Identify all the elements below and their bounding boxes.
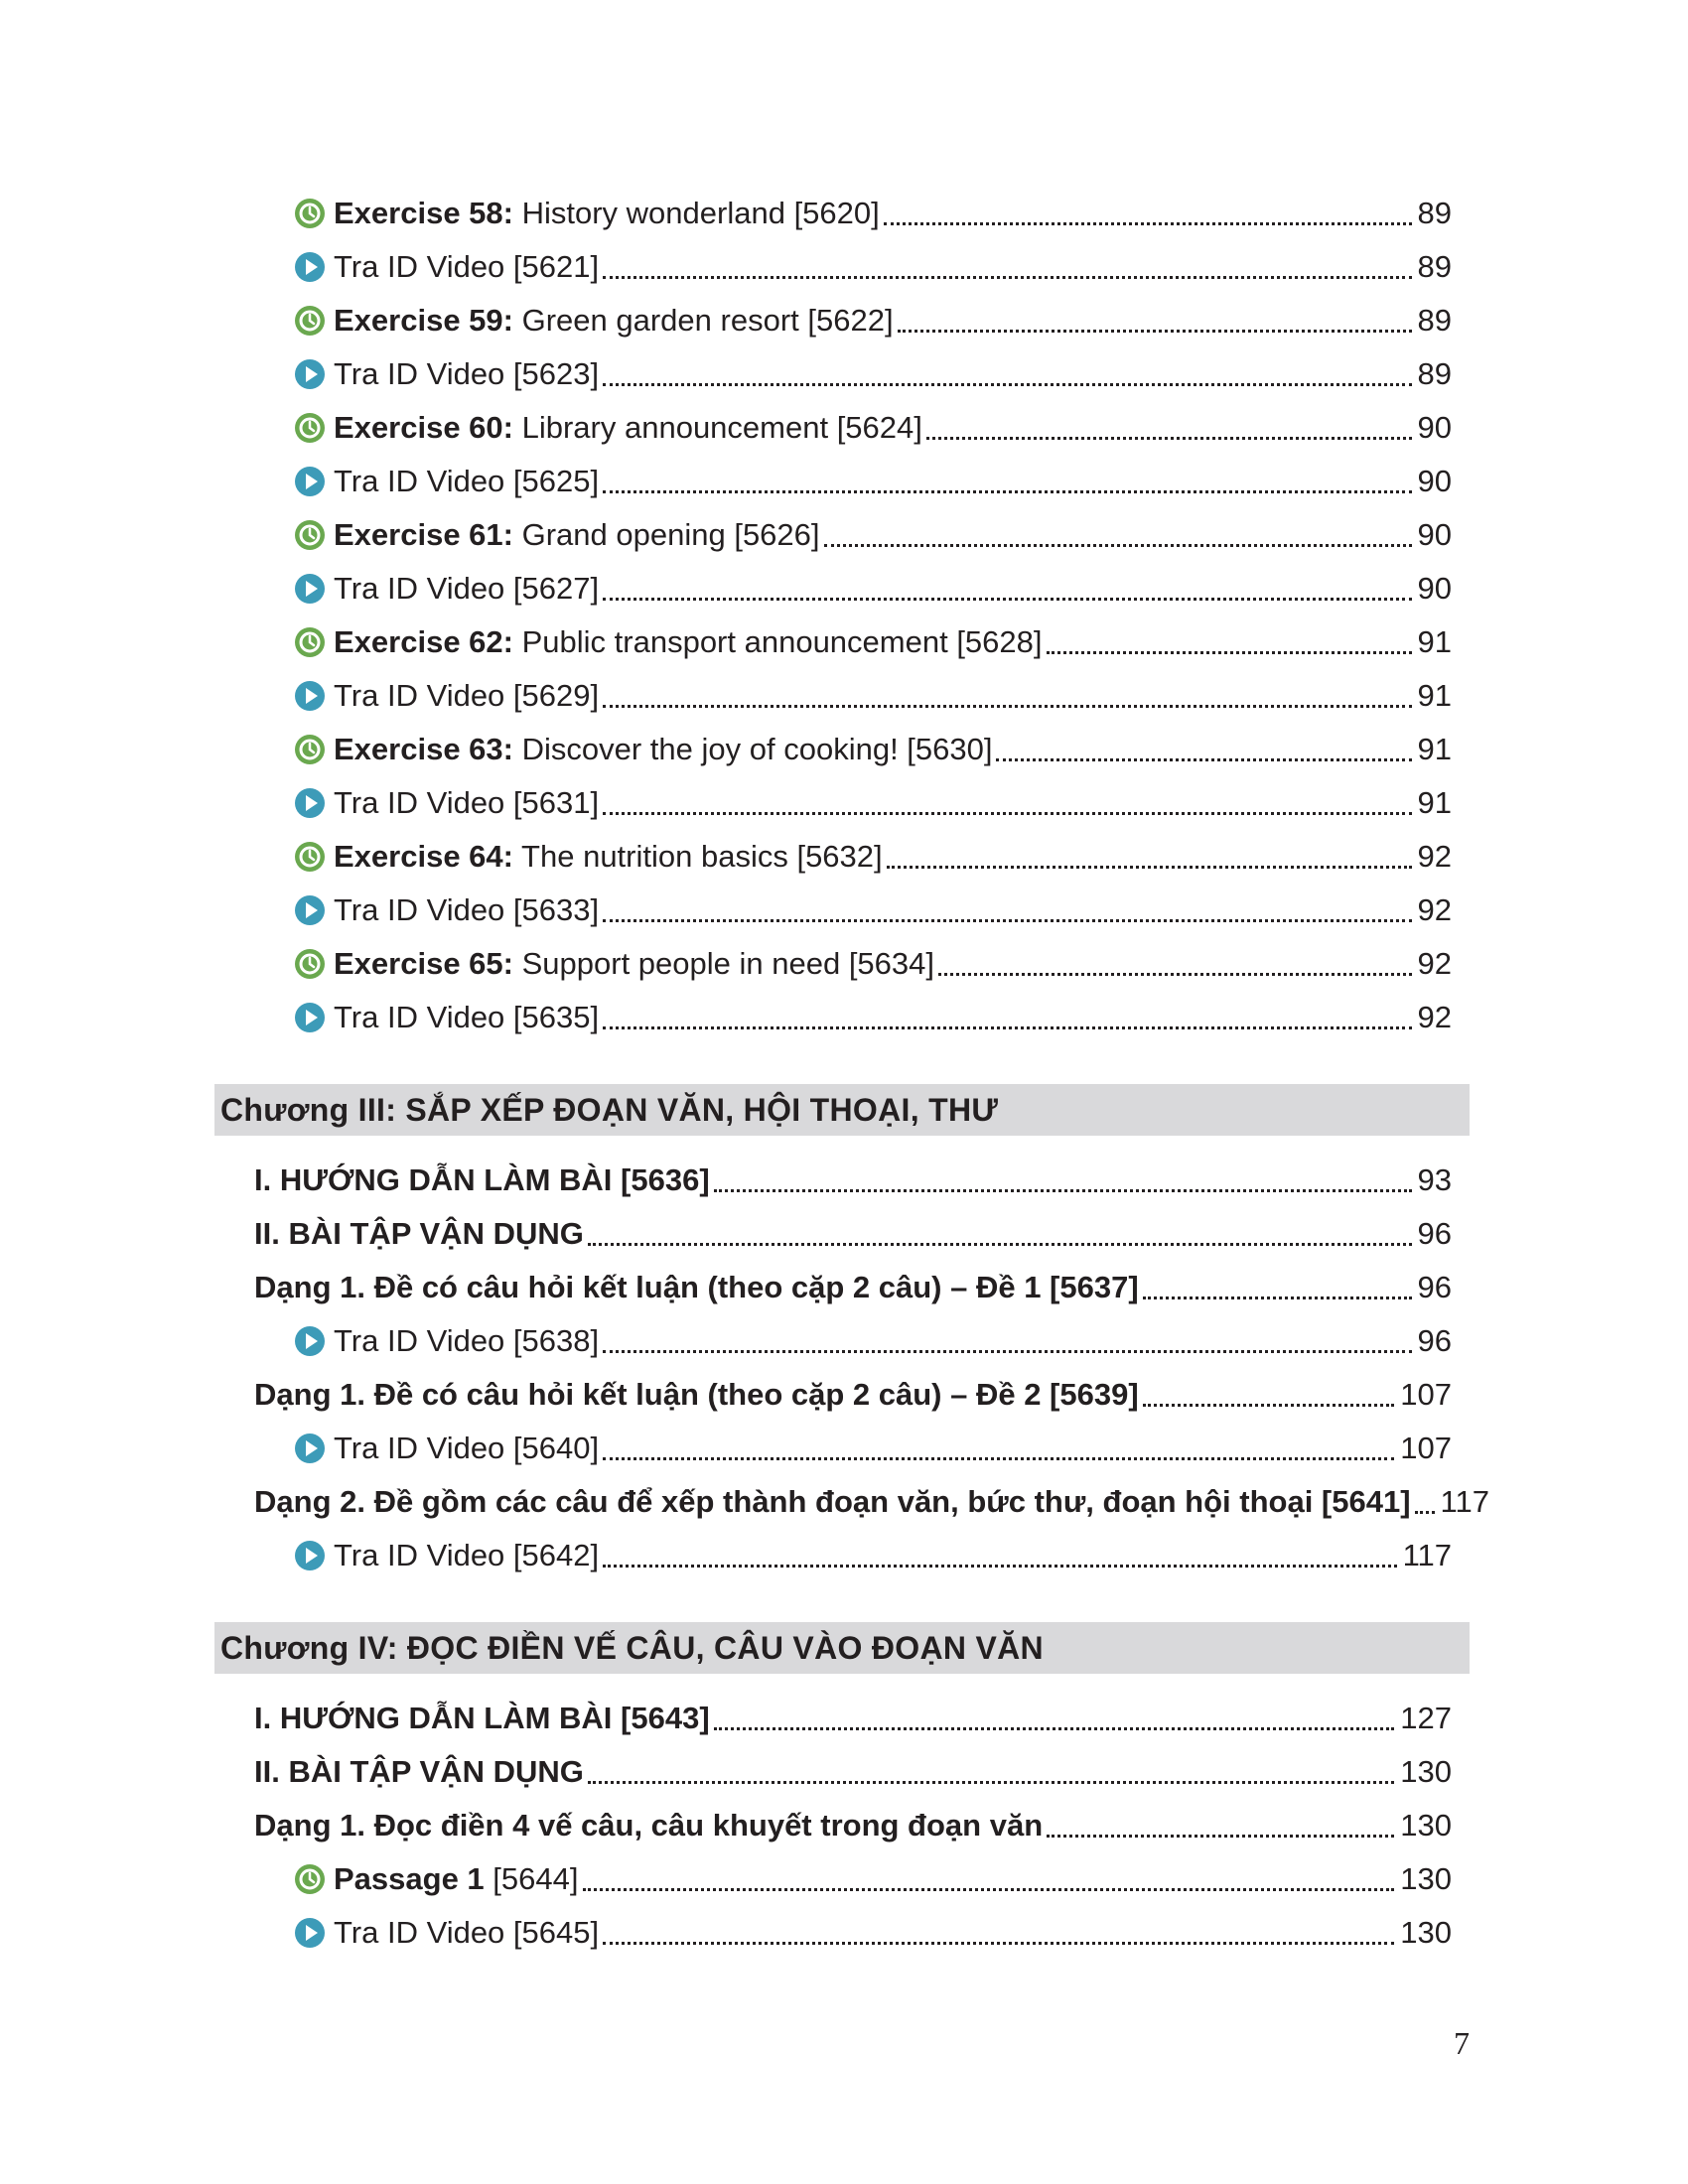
dot-leader xyxy=(714,1727,1395,1730)
toc-entry-text: Discover the joy of cooking! [5630] xyxy=(521,732,993,766)
chapter-heading xyxy=(214,1084,1470,1136)
toc-entry-title xyxy=(334,196,884,231)
toc-entry-video[interactable] xyxy=(292,1529,1452,1582)
chapter-heading xyxy=(214,1622,1470,1674)
toc-entry-label: Exercise 62: xyxy=(334,624,513,659)
toc-page-number: 117 xyxy=(1440,1484,1489,1519)
dot-leader xyxy=(887,866,1412,869)
toc-entry-title xyxy=(334,410,926,446)
toc-entry-heading[interactable] xyxy=(254,1368,1452,1422)
clock-icon xyxy=(292,303,328,339)
toc-entry-video[interactable] xyxy=(292,455,1452,508)
toc-page-number: 91 xyxy=(1417,678,1452,713)
clock-icon xyxy=(292,946,328,982)
toc-entry-title xyxy=(254,1701,714,1736)
toc-entry-exercise[interactable] xyxy=(292,508,1452,562)
toc-entry-heading[interactable] xyxy=(254,1475,1489,1529)
toc-entry-heading[interactable] xyxy=(254,1745,1452,1799)
toc-entry-text: Tra ID Video [5629] xyxy=(334,678,600,713)
toc-entry-heading[interactable] xyxy=(254,1207,1452,1261)
toc-entry-video[interactable] xyxy=(292,991,1452,1044)
dot-leader xyxy=(603,490,1411,493)
play-icon xyxy=(292,678,328,714)
dot-leader xyxy=(1047,651,1412,654)
toc-entry-title xyxy=(334,1431,603,1466)
toc-entry-video[interactable] xyxy=(292,884,1452,937)
toc-entry-title xyxy=(334,678,603,714)
clock-icon xyxy=(292,624,328,660)
play-icon xyxy=(292,1915,328,1951)
toc-entry-text: Tra ID Video [5631] xyxy=(334,785,600,820)
dot-leader xyxy=(603,1350,1411,1353)
toc-entry-title xyxy=(334,356,603,392)
play-icon xyxy=(292,464,328,499)
dot-leader xyxy=(884,222,1412,225)
toc-entry-heading[interactable] xyxy=(254,1692,1452,1745)
dot-leader xyxy=(583,1888,1395,1891)
dot-leader xyxy=(603,1026,1411,1029)
toc-entry-label: Exercise 61: xyxy=(334,517,513,552)
toc-entry-title xyxy=(254,1270,1143,1305)
clock-icon xyxy=(292,839,328,875)
toc-entry-title xyxy=(334,785,603,821)
toc-page-number: 130 xyxy=(1400,1915,1452,1950)
toc-entry-exercise[interactable] xyxy=(292,187,1452,240)
toc-entry-video[interactable] xyxy=(292,669,1452,723)
dot-leader xyxy=(938,973,1412,976)
dot-leader xyxy=(588,1781,1394,1784)
dot-leader xyxy=(603,1457,1394,1460)
toc-page-number: 92 xyxy=(1417,946,1452,981)
toc-entry-exercise[interactable] xyxy=(292,937,1452,991)
clock-icon xyxy=(292,732,328,767)
toc-entry-title xyxy=(334,1000,603,1035)
play-icon xyxy=(292,1323,328,1359)
toc-entry-heading[interactable] xyxy=(254,1799,1452,1852)
toc-page-number: 127 xyxy=(1400,1701,1452,1735)
toc-entry-text: Tra ID Video [5645] xyxy=(334,1915,600,1950)
toc-page-number: 90 xyxy=(1417,410,1452,445)
play-icon xyxy=(292,1538,328,1573)
toc-entry-text: The nutrition basics [5632] xyxy=(521,839,883,874)
dot-leader xyxy=(603,598,1411,601)
toc-entry-title xyxy=(334,624,1047,660)
dot-leader xyxy=(1143,1404,1395,1407)
toc-entry-text: I. HƯỚNG DẪN LÀM BÀI [5643] xyxy=(254,1701,710,1735)
play-icon xyxy=(292,892,328,928)
toc-entry-title xyxy=(334,1323,603,1359)
toc-entry-video[interactable] xyxy=(292,1422,1452,1475)
dot-leader xyxy=(824,544,1412,547)
toc-entry-title xyxy=(334,1915,603,1951)
toc-entry-label: Exercise 60: xyxy=(334,410,513,445)
dot-leader xyxy=(603,276,1411,279)
dot-leader xyxy=(603,812,1411,815)
play-icon xyxy=(292,356,328,392)
toc-entry-label: Exercise 65: xyxy=(334,946,513,981)
play-icon xyxy=(292,249,328,285)
toc-entry-video[interactable] xyxy=(292,347,1452,401)
toc-entry-exercise[interactable] xyxy=(292,1852,1452,1906)
toc-page-number: 92 xyxy=(1417,839,1452,874)
toc-page-number: 92 xyxy=(1417,892,1452,927)
chapter-title: Chương IV: ĐỌC ĐIỀN VẾ CÂU, CÂU VÀO ĐOẠN VĂN xyxy=(220,1629,1044,1666)
toc-entry-video[interactable] xyxy=(292,776,1452,830)
toc-page-number: 130 xyxy=(1400,1754,1452,1789)
toc-entry-text: Support people in need [5634] xyxy=(521,946,935,981)
toc-entry-exercise[interactable] xyxy=(292,615,1452,669)
toc-entry-text: [5644] xyxy=(492,1861,579,1896)
toc-entry-title xyxy=(334,571,603,607)
toc-entry-text: Tra ID Video [5638] xyxy=(334,1323,600,1358)
toc-page-number: 93 xyxy=(1417,1162,1452,1197)
dot-leader xyxy=(1415,1511,1435,1514)
toc-page-number: 92 xyxy=(1417,1000,1452,1034)
toc-entry-text: Tra ID Video [5635] xyxy=(334,1000,600,1034)
toc-page-number: 96 xyxy=(1417,1323,1452,1358)
toc-entry-title xyxy=(254,1754,588,1790)
toc-entry-exercise[interactable] xyxy=(292,294,1452,347)
toc-page-number: 89 xyxy=(1417,196,1452,230)
toc-page-number: 130 xyxy=(1400,1808,1452,1843)
toc-entry-text: II. BÀI TẬP VẬN DỤNG xyxy=(254,1216,584,1251)
toc-entry-video[interactable] xyxy=(292,240,1452,294)
toc-page-number: 89 xyxy=(1417,356,1452,391)
toc-entry-text: Tra ID Video [5640] xyxy=(334,1431,600,1465)
dot-leader xyxy=(1143,1297,1412,1299)
dot-leader xyxy=(603,1942,1394,1945)
toc-page-number: 107 xyxy=(1400,1431,1452,1465)
toc-entry-title xyxy=(334,517,824,553)
toc-entry-text: Dạng 2. Đề gồm các câu để xếp thành đoạn văn, bức thư, đoạn hội thoại [5641] xyxy=(254,1484,1411,1519)
toc-entry-heading[interactable] xyxy=(254,1261,1452,1314)
toc-page-number: 90 xyxy=(1417,571,1452,606)
toc-entry-title xyxy=(334,946,938,982)
toc-page-number: 91 xyxy=(1417,732,1452,766)
toc-page-number: 91 xyxy=(1417,624,1452,659)
toc-entry-label: Exercise 63: xyxy=(334,732,513,766)
toc-entry-text: Tra ID Video [5623] xyxy=(334,356,600,391)
dot-leader xyxy=(926,437,1412,440)
toc-entry-text: II. BÀI TẬP VẬN DỤNG xyxy=(254,1754,584,1789)
toc-entry-label: Exercise 64: xyxy=(334,839,513,874)
toc-entry-video[interactable] xyxy=(292,1906,1452,1960)
play-icon xyxy=(292,1431,328,1466)
toc-page-number: 90 xyxy=(1417,517,1452,552)
dot-leader xyxy=(603,1565,1396,1568)
toc-page-number: 96 xyxy=(1417,1216,1452,1251)
toc-page-number: 130 xyxy=(1400,1861,1452,1896)
dot-leader xyxy=(1047,1835,1394,1838)
toc-entry-title xyxy=(254,1162,714,1198)
toc-entry-label: Exercise 59: xyxy=(334,303,513,338)
toc-entry-text: Library announcement [5624] xyxy=(521,410,922,445)
toc-entry-title xyxy=(334,732,996,767)
dot-leader xyxy=(603,705,1411,708)
play-icon xyxy=(292,1000,328,1035)
toc-entry-heading[interactable] xyxy=(254,1154,1452,1207)
toc-entry-text: Dạng 1. Đề có câu hỏi kết luận (theo cặp 2 câu) – Đề 1 [5637] xyxy=(254,1270,1139,1304)
clock-icon xyxy=(292,410,328,446)
clock-icon xyxy=(292,517,328,553)
dot-leader xyxy=(714,1189,1412,1192)
toc-entry-text: I. HƯỚNG DẪN LÀM BÀI [5636] xyxy=(254,1162,710,1197)
dot-leader xyxy=(898,330,1412,333)
toc-entry-label: Exercise 58: xyxy=(334,196,513,230)
clock-icon xyxy=(292,1861,328,1897)
toc-entry-text: History wonderland [5620] xyxy=(521,196,880,230)
page-number: 7 xyxy=(1454,2025,1470,2061)
toc-entry-title xyxy=(334,892,603,928)
dot-leader xyxy=(588,1243,1412,1246)
toc-entry-title xyxy=(254,1484,1415,1520)
toc-entry-exercise[interactable] xyxy=(292,830,1452,884)
dot-leader xyxy=(603,383,1411,386)
toc-entry-video[interactable] xyxy=(292,1314,1452,1368)
toc-entry-text: Grand opening [5626] xyxy=(521,517,820,552)
toc-entry-title xyxy=(334,249,603,285)
toc-entry-title xyxy=(254,1377,1143,1413)
toc-entry-text: Tra ID Video [5625] xyxy=(334,464,600,498)
play-icon xyxy=(292,571,328,607)
toc-entry-title xyxy=(334,464,603,499)
toc-page-number: 107 xyxy=(1400,1377,1452,1412)
toc-entry-text: Dạng 1. Đọc điền 4 vế câu, câu khuyết trong đoạn văn xyxy=(254,1808,1044,1843)
toc-entry-title xyxy=(334,303,898,339)
toc-entry-title xyxy=(254,1216,588,1252)
toc-entry-text: Dạng 1. Đề có câu hỏi kết luận (theo cặp 2 câu) – Đề 2 [5639] xyxy=(254,1377,1139,1412)
toc-entry-text: Green garden resort [5622] xyxy=(521,303,894,338)
toc-entry-text: Tra ID Video [5627] xyxy=(334,571,600,606)
toc-page-number: 90 xyxy=(1417,464,1452,498)
toc-entry-title xyxy=(254,1808,1047,1843)
toc-page-number: 96 xyxy=(1417,1270,1452,1304)
toc-page-number: 89 xyxy=(1417,249,1452,284)
toc-entry-title xyxy=(334,1538,603,1573)
play-icon xyxy=(292,785,328,821)
toc-entry-video[interactable] xyxy=(292,562,1452,615)
toc-entry-exercise[interactable] xyxy=(292,723,1452,776)
dot-leader xyxy=(603,919,1411,922)
toc-entry-text: Tra ID Video [5642] xyxy=(334,1538,600,1572)
toc-entry-label: Passage 1 xyxy=(334,1861,485,1896)
clock-icon xyxy=(292,196,328,231)
dot-leader xyxy=(996,758,1411,761)
toc-entry-title xyxy=(334,839,887,875)
toc-entry-text: Tra ID Video [5621] xyxy=(334,249,600,284)
toc-page-number: 89 xyxy=(1417,303,1452,338)
chapter-title: Chương III: SẮP XẾP ĐOẠN VĂN, HỘI THOẠI, THƯ xyxy=(220,1091,999,1128)
toc-entry-title xyxy=(334,1861,583,1897)
toc-entry-text: Tra ID Video [5633] xyxy=(334,892,600,927)
toc-page-number: 91 xyxy=(1417,785,1452,820)
toc-entry-text: Public transport announcement [5628] xyxy=(521,624,1043,659)
toc-page-number: 117 xyxy=(1402,1538,1452,1572)
toc-entry-exercise[interactable] xyxy=(292,401,1452,455)
